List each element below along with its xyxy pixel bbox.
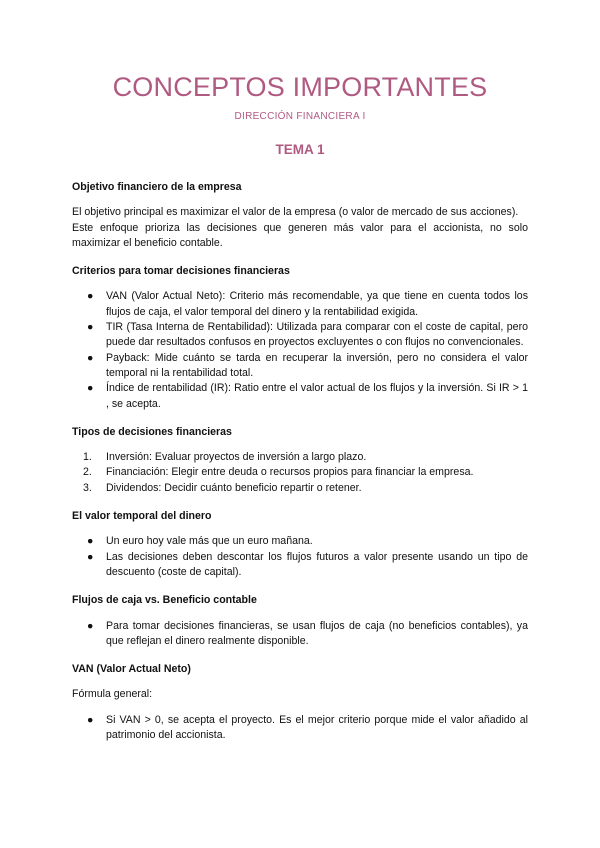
list-item-text: VAN (Valor Actual Neto): Criterio más recomendable, ya que tiene en cuenta todos los flujos de caja, el valor temporal del dinero y la rentabilidad exigida. [106, 290, 528, 318]
list-item [72, 481, 528, 496]
list-item [72, 320, 528, 351]
section-flujos [72, 593, 528, 649]
bullet-list [72, 713, 528, 744]
bullet-icon: ● [87, 382, 94, 395]
bullet-icon: ● [87, 290, 94, 303]
document-body [72, 180, 528, 756]
list-item-text: Las decisiones deben descontar los flujos futuros a valor presente usando un tipo de descuento (coste de capital). [106, 550, 528, 578]
list-item [72, 289, 528, 320]
section-van [72, 662, 528, 743]
bullet-icon: ● [87, 619, 94, 632]
list-item-text: Financiación: Elegir entre deuda o recursos propios para financiar la empresa. [106, 466, 474, 479]
list-item-text: Payback: Mide cuánto se tarda en recuperar la inversión, pero no considera el valor temporal ni la rentabilidad total. [106, 351, 528, 379]
section-objetivo [72, 180, 528, 251]
list-item [72, 450, 528, 465]
list-item-text: TIR (Tasa Interna de Rentabilidad): Utilizada para comparar con el coste de capital, pero puede dar resultados confusos en proyectos excluyentes o con flujos no convencionales. [106, 321, 528, 349]
bullet-icon: ● [87, 713, 94, 726]
bullet-list [72, 289, 528, 411]
section-heading: Flujos de caja vs. Beneficio contable [72, 594, 257, 607]
section-heading: Criterios para tomar decisiones financieras [72, 265, 290, 278]
document-title: CONCEPTOS IMPORTANTES [112, 72, 488, 102]
bullet-icon: ● [87, 351, 94, 364]
numbered-list [72, 450, 528, 496]
formula-label: Fórmula general: [72, 688, 153, 701]
section-valor-temporal [72, 509, 528, 580]
list-item [72, 619, 528, 650]
list-item-text: Índice de rentabilidad (IR): Ratio entre el valor actual de los flujos y la inversión. Si IR > 1 , se acepta. [106, 382, 528, 410]
section-tipos [72, 425, 528, 496]
bullet-icon: ● [87, 535, 94, 548]
section-criterios [72, 264, 528, 412]
list-item [72, 534, 528, 549]
list-item-text: Un euro hoy vale más que un euro mañana. [106, 535, 313, 548]
list-item [72, 381, 528, 412]
list-number: 3. [83, 481, 92, 494]
bullet-icon: ● [87, 321, 94, 334]
list-item-text: Inversión: Evaluar proyectos de inversión a largo plazo. [106, 451, 367, 464]
list-item [72, 351, 528, 382]
list-item [72, 465, 528, 480]
bullet-list [72, 534, 528, 580]
section-heading: Objetivo financiero de la empresa [72, 181, 242, 193]
section-heading: Tipos de decisiones financieras [72, 425, 232, 438]
section-heading: VAN (Valor Actual Neto) [72, 663, 191, 676]
document-subtitle: DIRECCIÓN FINANCIERA I [234, 111, 366, 122]
paragraph: El objetivo principal es maximizar el valor de la empresa (o valor de mercado de sus acciones). [72, 206, 519, 219]
list-item-text: Dividendos: Decidir cuánto beneficio repartir o retener. [106, 481, 362, 494]
list-item-text: Para tomar decisiones financieras, se usan flujos de caja (no beneficios contables), ya que reflejan el dinero realmente disponible. [106, 619, 528, 647]
list-number: 2. [83, 466, 92, 479]
paragraph: Este enfoque prioriza las decisiones que generen más valor para el accionista, no solo maximizar el beneficio contable. [72, 221, 528, 249]
list-number: 1. [83, 451, 92, 464]
bullet-list [72, 619, 528, 650]
tema-heading: TEMA 1 [275, 142, 325, 157]
list-item-text: Si VAN > 0, se acepta el proyecto. Es el mejor criterio porque mide el valor añadido al patrimonio del accionista. [106, 713, 528, 742]
section-heading: El valor temporal del dinero [72, 510, 212, 523]
list-item [72, 550, 528, 581]
bullet-icon: ● [87, 550, 94, 563]
list-item [72, 713, 528, 744]
